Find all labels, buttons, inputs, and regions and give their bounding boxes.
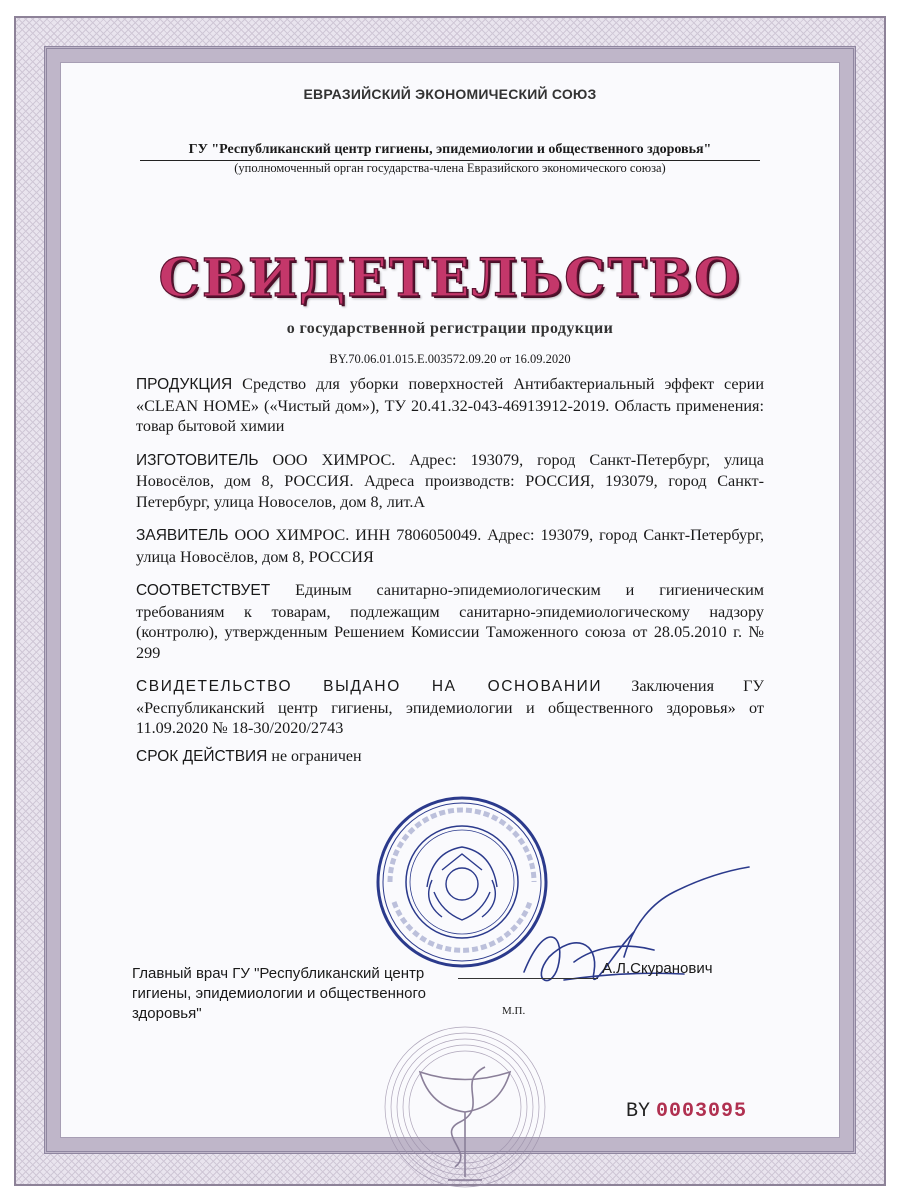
basis-label: СВИДЕТЕЛЬСТВО ВЫДАНО НА ОСНОВАНИИ xyxy=(136,678,603,695)
medical-emblem-icon xyxy=(360,1012,570,1192)
union-name: ЕВРАЗИЙСКИЙ ЭКОНОМИЧЕСКИЙ СОЮЗ xyxy=(303,86,597,102)
validity-text: не ограничен xyxy=(271,748,362,765)
certificate-body xyxy=(136,374,764,752)
manufacturer-text: ООО ХИМРОС. Адрес: 193079, город Санкт-Петербург, улица Новосёлов, дом 8, РОССИЯ. Адреса производств: РОССИЯ, 193079, город Санкт-Петербург, улица Новоселов, дом 8, лит.А xyxy=(136,450,764,511)
basis-text: Заключения ГУ «Республиканский центр гигиены, эпидемиологии и общественного здоровья» от 11.09.2020 № 18-30/2020/2743 xyxy=(136,677,764,737)
serial-number xyxy=(626,1100,747,1123)
conformity-text: Единым санитарно-эпидемиологическим и гигиеническим требованиям к товарам, подлежащим санитарно-эпидемиологическому надзору (контролю), утвержденным Решением Комиссии Таможенного союза от 28.05.2010 г. № 299 xyxy=(136,581,765,662)
serial-country-code: BY xyxy=(626,1100,651,1123)
applicant-section xyxy=(136,525,764,567)
serial-digits: 0003095 xyxy=(656,1100,748,1123)
applicant-label: ЗАЯВИТЕЛЬ xyxy=(136,527,229,544)
product-label: ПРОДУКЦИЯ xyxy=(136,376,233,393)
registration-number: BY.70.06.01.015.Е.003572.09.20 от 16.09.2020 xyxy=(329,352,571,366)
product-text: Средство для уборки поверхностей Антибактериальный эффект серии «CLEAN HOME» («Чистый дом»), ТУ 20.41.32-043-46913912-2019. Область применения: товар бытовой химии xyxy=(136,375,765,435)
applicant-text: ООО ХИМРОС. ИНН 7806050049. Адрес: 193079, город Санкт-Петербург, улица Новосёлов, дом 8, РОССИЯ xyxy=(136,526,765,566)
product-section xyxy=(136,374,764,437)
document-subtitle: о государственной регистрации продукции xyxy=(286,320,614,337)
manufacturer-label: ИЗГОТОВИТЕЛЬ xyxy=(136,451,259,469)
stamp-place: М.П. xyxy=(502,1005,526,1017)
validity-label: СРОК ДЕЙСТВИЯ xyxy=(136,748,268,765)
conformity-section xyxy=(136,580,764,663)
manufacturer-section xyxy=(136,450,764,513)
certificate-sheet xyxy=(60,62,840,1138)
authority-note: (уполномоченный орган государства-члена Евразийского экономического союза) xyxy=(234,161,666,175)
document-title: СВИДЕТЕЛЬСТВО xyxy=(158,248,742,309)
signature-icon xyxy=(504,862,764,1002)
signer-name: А.Л.Скуранович xyxy=(602,960,713,977)
validity-section xyxy=(136,748,362,766)
conformity-label: СООТВЕТСТВУЕТ xyxy=(136,582,271,599)
chief-position: Главный врач ГУ "Республиканский центр гигиены, эпидемиологии и общественного здоровья" xyxy=(132,965,426,1022)
signature-line xyxy=(458,978,598,979)
issuing-authority: ГУ "Республиканский центр гигиены, эпидемиологии и общественного здоровья" xyxy=(140,142,760,161)
basis-section xyxy=(136,676,764,739)
